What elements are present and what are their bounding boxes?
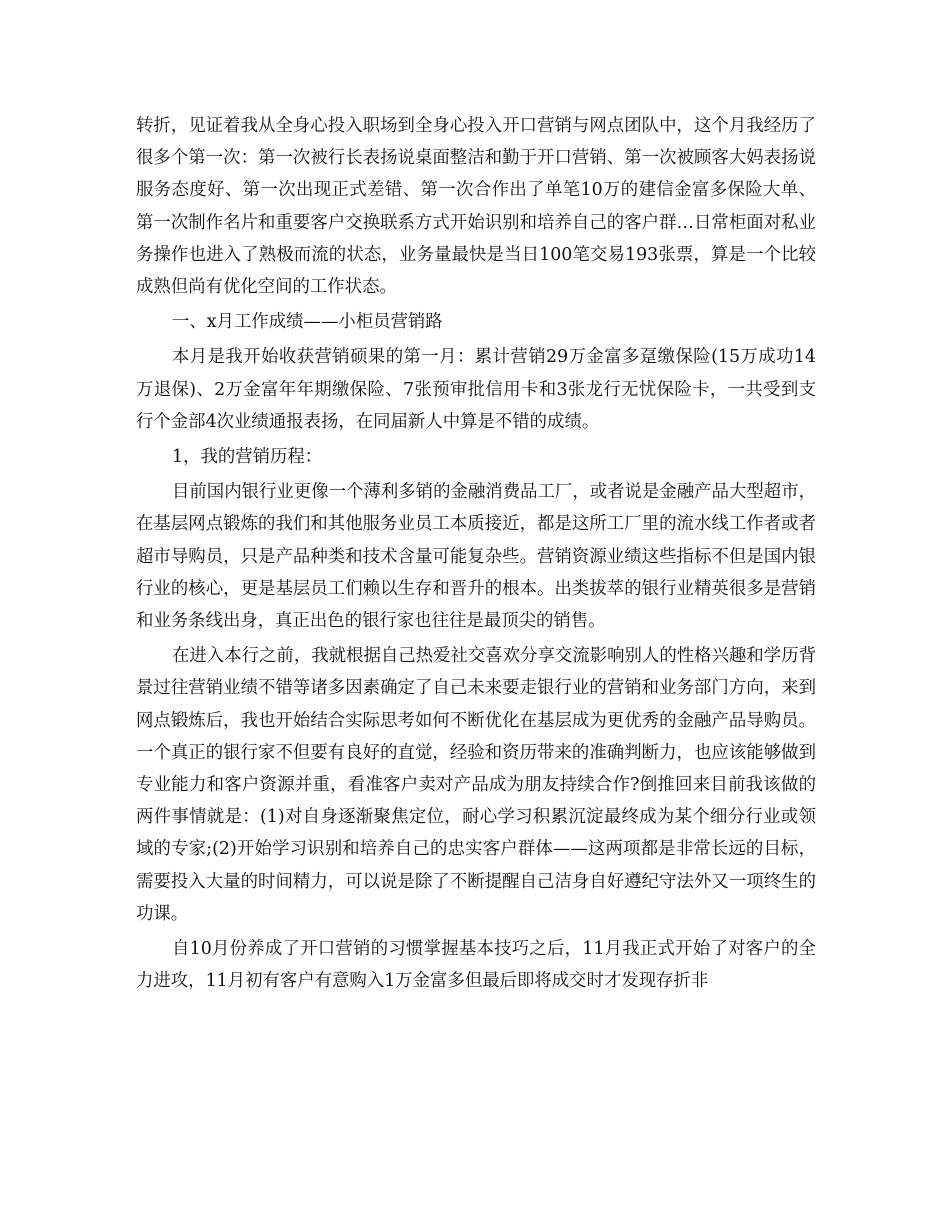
section-heading: 一、x月工作成绩——小柜员营销路: [172, 312, 443, 333]
body-paragraph-1: 转折，见证着我从全身心投入职场到全身心投入开口营销与网点团队中，这个月我经历了很多个第一次：第一次被行长表扬说桌面整洁和勤于开口营销、第一次被顾客大妈表扬说服务态度好、第一次出现正式差错、第一次合作出了单笔10万的建信金富多保险大单、第一次制作名片和重要客户交换联系方式开始识别和培养自己的客户群…日常柜面对私业务操作也进入了熟极而流的状态，业务量最快是当日100笔交易193张票，算是一个比较成熟但尚有优化空间的工作状态。: [136, 116, 816, 298]
body-paragraph-3: 目前国内银行业更像一个薄利多销的金融消费品工厂，或者说是金融产品大型超市，在基层网点锻炼的我们和其他服务业员工本质接近，都是这所工厂里的流水线工作者或者超市导购员，只是产品种类和技术含量可能复杂些。营销资源业绩这些指标不但是国内银行业的核心，更是基层员工们赖以生存和晋升的根本。出类拔萃的银行业精英很多是营销和业务条线出身，真正出色的银行家也往往是最顶尖的销售。: [136, 482, 816, 632]
body-paragraph-2: 本月是我开始收获营销硕果的第一月：累计营销29万金富多趸缴保险(15万成功14万退保)、2万金富年年期缴保险、7张预审批信用卡和3张龙行无忧保险卡，一共受到支行个金部4次业绩通报表扬，在同届新人中算是不错的成绩。: [136, 347, 816, 432]
subsection-heading: 1，我的营销历程：: [172, 447, 323, 468]
body-paragraph-4: 在进入本行之前，我就根据自己热爱社交喜欢分享交流影响别人的性格兴趣和学历背景过往营销业绩不错等诸多因素确定了自己未来要走银行业的营销和业务部门方向，来到网点锻炼后，我也开始结合实际思考如何不断优化在基层成为更优秀的金融产品导购员。一个真正的银行家不但要有良好的直觉，经验和资历带来的准确判断力，也应该能够做到专业能力和客户资源并重，看准客户卖对产品成为朋友持续合作?倒推回来目前我该做的两件事情就是：(1)对自身逐渐聚焦定位，耐心学习积累沉淀最终成为某个细分行业或领域的专家;(2)开始学习识别和培养自己的忠实客户群体——这两项都是非常长远的目标，需要投入大量的时间精力，可以说是除了不断提醒自己洁身自好遵纪守法外又一项终生的功课。: [136, 646, 816, 924]
body-paragraph-5: 自10月份养成了开口营销的习惯掌握基本技巧之后，11月我正式开始了对客户的全力进攻，11月初有客户有意购入1万金富多但最后即将成交时才发现存折非: [136, 939, 816, 992]
